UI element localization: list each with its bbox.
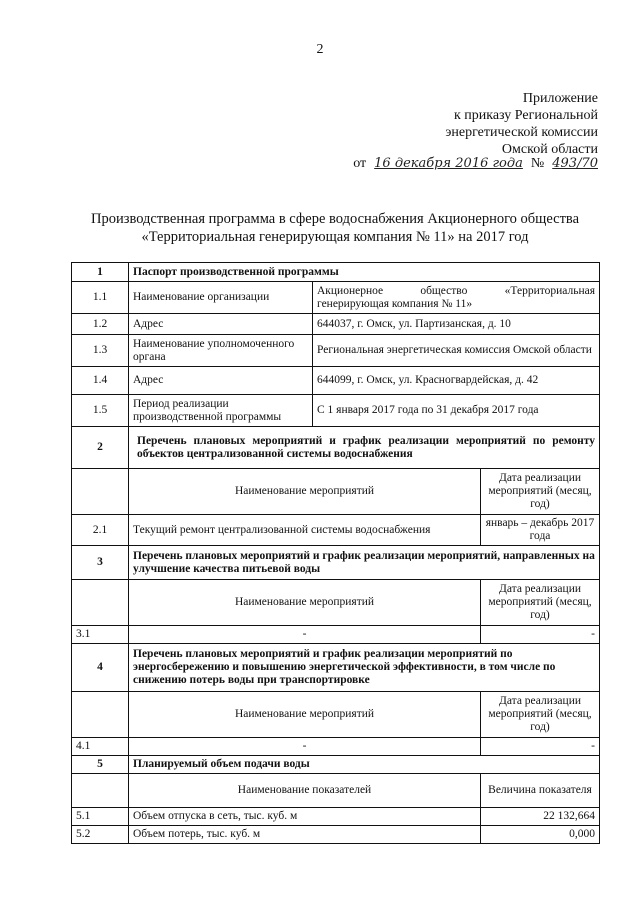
row-number: 4.1	[72, 738, 129, 756]
table-row	[72, 738, 600, 756]
appendix-line: энергетической комиссии	[445, 125, 598, 140]
table-row	[72, 395, 600, 427]
column-header-row	[72, 469, 600, 515]
empty-cell	[72, 774, 129, 808]
section-number: 1	[72, 263, 129, 282]
row-number: 2.1	[72, 515, 129, 546]
row-label: Наименование организации	[129, 282, 313, 314]
row-date: январь – декабрь 2017 года	[481, 515, 600, 546]
row-label: Адрес	[129, 367, 313, 395]
column-header-row	[72, 774, 600, 808]
section-number: 5	[72, 756, 129, 774]
section-heading: Паспорт производственной программы	[129, 263, 600, 282]
table-row	[72, 826, 600, 844]
column-header-name: Наименование показателей	[129, 774, 481, 808]
title-line-1: Производственная программа в сфере водоснабжения Акционерного общества	[90, 211, 579, 227]
section-number: 2	[72, 427, 129, 469]
empty-cell	[72, 692, 129, 738]
section-number: 4	[72, 644, 129, 692]
number-prefix: №	[530, 156, 545, 171]
row-date: -	[481, 626, 600, 644]
table-row	[72, 515, 600, 546]
empty-cell	[72, 580, 129, 626]
production-program-table	[71, 262, 600, 844]
section-4-header	[72, 644, 600, 692]
row-name: Объем потерь, тыс. куб. м	[129, 826, 481, 844]
date-prefix: от	[353, 156, 367, 171]
column-header-value: Величина показателя	[481, 774, 600, 808]
section-heading: Перечень плановых мероприятий и график реализации мероприятий по энергосбережению и повышению энергетической эффективности, в том числе по снижению потерь воды при транспортировке	[129, 644, 600, 692]
row-value: Акционерное общество «Территориальная генерирующая компания № 11»	[313, 282, 600, 314]
row-name: -	[129, 738, 481, 756]
row-name: Объем отпуска в сеть, тыс. куб. м	[129, 808, 481, 826]
section-number: 3	[72, 546, 129, 580]
row-value: 0,000	[481, 826, 600, 844]
row-number: 1.4	[72, 367, 129, 395]
table-row	[72, 335, 600, 367]
row-label: Период реализации производственной программы	[129, 395, 313, 427]
column-header-date: Дата реализации мероприятий (месяц, год)	[481, 469, 600, 515]
row-name: -	[129, 626, 481, 644]
handwritten-date: 16 декабря 2016 года	[374, 156, 523, 171]
table-row	[72, 626, 600, 644]
appendix-line: к приказу Региональной	[453, 108, 598, 123]
section-3-header	[72, 546, 600, 580]
table-row	[72, 314, 600, 335]
empty-cell	[72, 469, 129, 515]
row-value: 22 132,664	[481, 808, 600, 826]
table-row	[72, 367, 600, 395]
appendix-line: Омской области	[501, 142, 598, 157]
row-value: 644099, г. Омск, ул. Красногвардейская, д. 42	[313, 367, 600, 395]
row-name: Текущий ремонт централизованной системы водоснабжения	[129, 515, 481, 546]
section-1-header	[72, 263, 600, 282]
column-header-name: Наименование мероприятий	[129, 469, 481, 515]
row-number: 1.5	[72, 395, 129, 427]
row-label: Адрес	[129, 314, 313, 335]
row-value: 644037, г. Омск, ул. Партизанская, д. 10	[313, 314, 600, 335]
appendix-block	[445, 90, 598, 158]
row-label: Наименование уполномоченного органа	[129, 335, 313, 367]
page-number: 2	[316, 42, 324, 57]
section-2-header	[72, 427, 600, 469]
column-header-name: Наименование мероприятий	[129, 580, 481, 626]
title-line-2: «Территориальная генерирующая компания № 11» на 2017 год	[141, 229, 529, 245]
table-row	[72, 282, 600, 314]
row-date: -	[481, 738, 600, 756]
row-value: Региональная энергетическая комиссия Омской области	[313, 335, 600, 367]
section-5-header	[72, 756, 600, 774]
handwritten-number: 493/70	[552, 156, 598, 171]
row-number: 5.1	[72, 808, 129, 826]
row-number: 1.3	[72, 335, 129, 367]
row-value: С 1 января 2017 года по 31 декабря 2017 года	[313, 395, 600, 427]
column-header-date: Дата реализации мероприятий (месяц, год)	[481, 692, 600, 738]
section-heading: Перечень плановых мероприятий и график реализации мероприятий, направленных на улучшение качества питьевой воды	[129, 546, 600, 580]
column-header-name: Наименование мероприятий	[129, 692, 481, 738]
table-row	[72, 808, 600, 826]
row-number: 1.2	[72, 314, 129, 335]
appendix-line: Приложение	[522, 91, 598, 106]
column-header-row	[72, 692, 600, 738]
section-heading: Перечень плановых мероприятий и график реализации мероприятий по ремонту объектов централизованной системы водоснабжения	[129, 427, 600, 469]
section-heading: Планируемый объем подачи воды	[129, 756, 600, 774]
column-header-date: Дата реализации мероприятий (месяц, год)	[481, 580, 600, 626]
column-header-row	[72, 580, 600, 626]
row-number: 5.2	[72, 826, 129, 844]
document-title	[70, 210, 600, 246]
order-date-line	[353, 156, 598, 172]
row-number: 3.1	[72, 626, 129, 644]
row-number: 1.1	[72, 282, 129, 314]
